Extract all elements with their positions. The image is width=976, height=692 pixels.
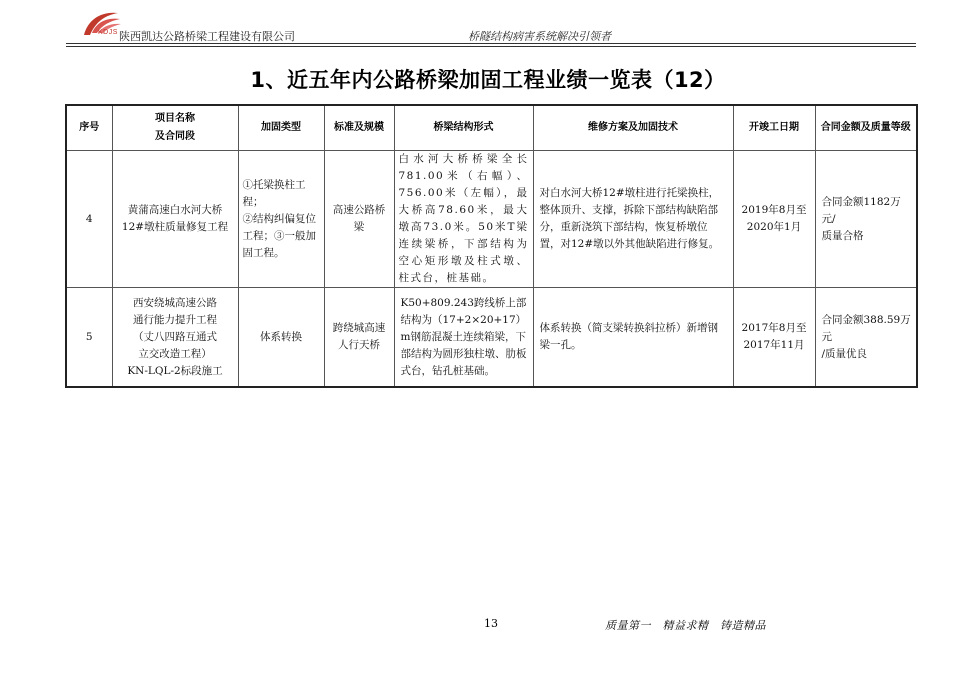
header-divider — [66, 43, 916, 44]
row-contract: 合同金额388.59万元 /质量优良 — [815, 288, 917, 388]
row-contract: 合同金额1182万元/ 质量合格 — [815, 151, 917, 288]
row-structure: 白水河大桥桥梁全长781.00米（右幅）、756.00米（左幅），最大桥高78.60米，最大墩高73.0米。50米T梁连续梁桥，下部结构为空心矩形墩及柱式墩、柱式台，桩基础。 — [394, 151, 533, 288]
row-dates: 2017年8月至 2017年11月 — [733, 288, 815, 388]
table-header-row — [66, 105, 917, 151]
header-type: 加固类型 — [238, 105, 324, 151]
table-row — [66, 288, 917, 388]
header-standard: 标准及规模 — [324, 105, 394, 151]
logo-text: KDJS — [98, 29, 118, 36]
row-scheme: 体系转换（简支梁转换斜拉桥）新增钢梁一孔。 — [533, 288, 733, 388]
row-project: 黄蒲高速白水河大桥12#墩柱质量修复工程 — [112, 151, 238, 288]
header-structure: 桥梁结构形式 — [394, 105, 533, 151]
table-row — [66, 151, 917, 288]
row-standard: 高速公路桥梁 — [324, 151, 394, 288]
header-project: 项目名称 及合同段 — [112, 105, 238, 151]
row-standard: 跨绕城高速 人行天桥 — [324, 288, 394, 388]
row-no: 4 — [66, 151, 112, 288]
header-contract: 合同金额及质量等级 — [815, 105, 917, 151]
header-scheme: 维修方案及加固技术 — [533, 105, 733, 151]
header-dates: 开竣工日期 — [733, 105, 815, 151]
header-slogan: 桥隧结构病害系统解决引领者 — [468, 30, 611, 43]
company-logo-icon — [78, 9, 122, 43]
page-title: 1、近五年内公路桥梁加固工程业绩一览表（12） — [250, 68, 726, 92]
header-no: 序号 — [66, 105, 112, 151]
page-number: 13 — [484, 617, 498, 630]
row-no: 5 — [66, 288, 112, 388]
header-divider-secondary — [66, 46, 916, 47]
row-project: 西安绕城高速公路 通行能力提升工程 （丈八四路互通式 立交改造工程） KN-LQL-2标段施工 — [112, 288, 238, 388]
row-structure: K50+809.243跨线桥上部结构为（17+2×20+17）m钢筋混凝土连续箱梁，下部结构为圆形独柱墩、肋板式台，钻孔桩基础。 — [394, 288, 533, 388]
footer-slogan: 质量第一 精益求精 铸造精品 — [605, 619, 766, 632]
row-dates: 2019年8月至 2020年1月 — [733, 151, 815, 288]
company-name: 陕西凯达公路桥梁工程建设有限公司 — [119, 30, 295, 43]
row-type: 体系转换 — [238, 288, 324, 388]
performance-table — [65, 104, 918, 388]
row-type: ①托梁换柱工程； ②结构纠偏复位工程；③一般加固工程。 — [238, 151, 324, 288]
row-scheme: 对白水河大桥12#墩柱进行托梁换柱，整体顶升、支撑，拆除下部结构缺陷部分，重新浇筑下部结构，恢复桥墩位置，对12#墩以外其他缺陷进行修复。 — [533, 151, 733, 288]
